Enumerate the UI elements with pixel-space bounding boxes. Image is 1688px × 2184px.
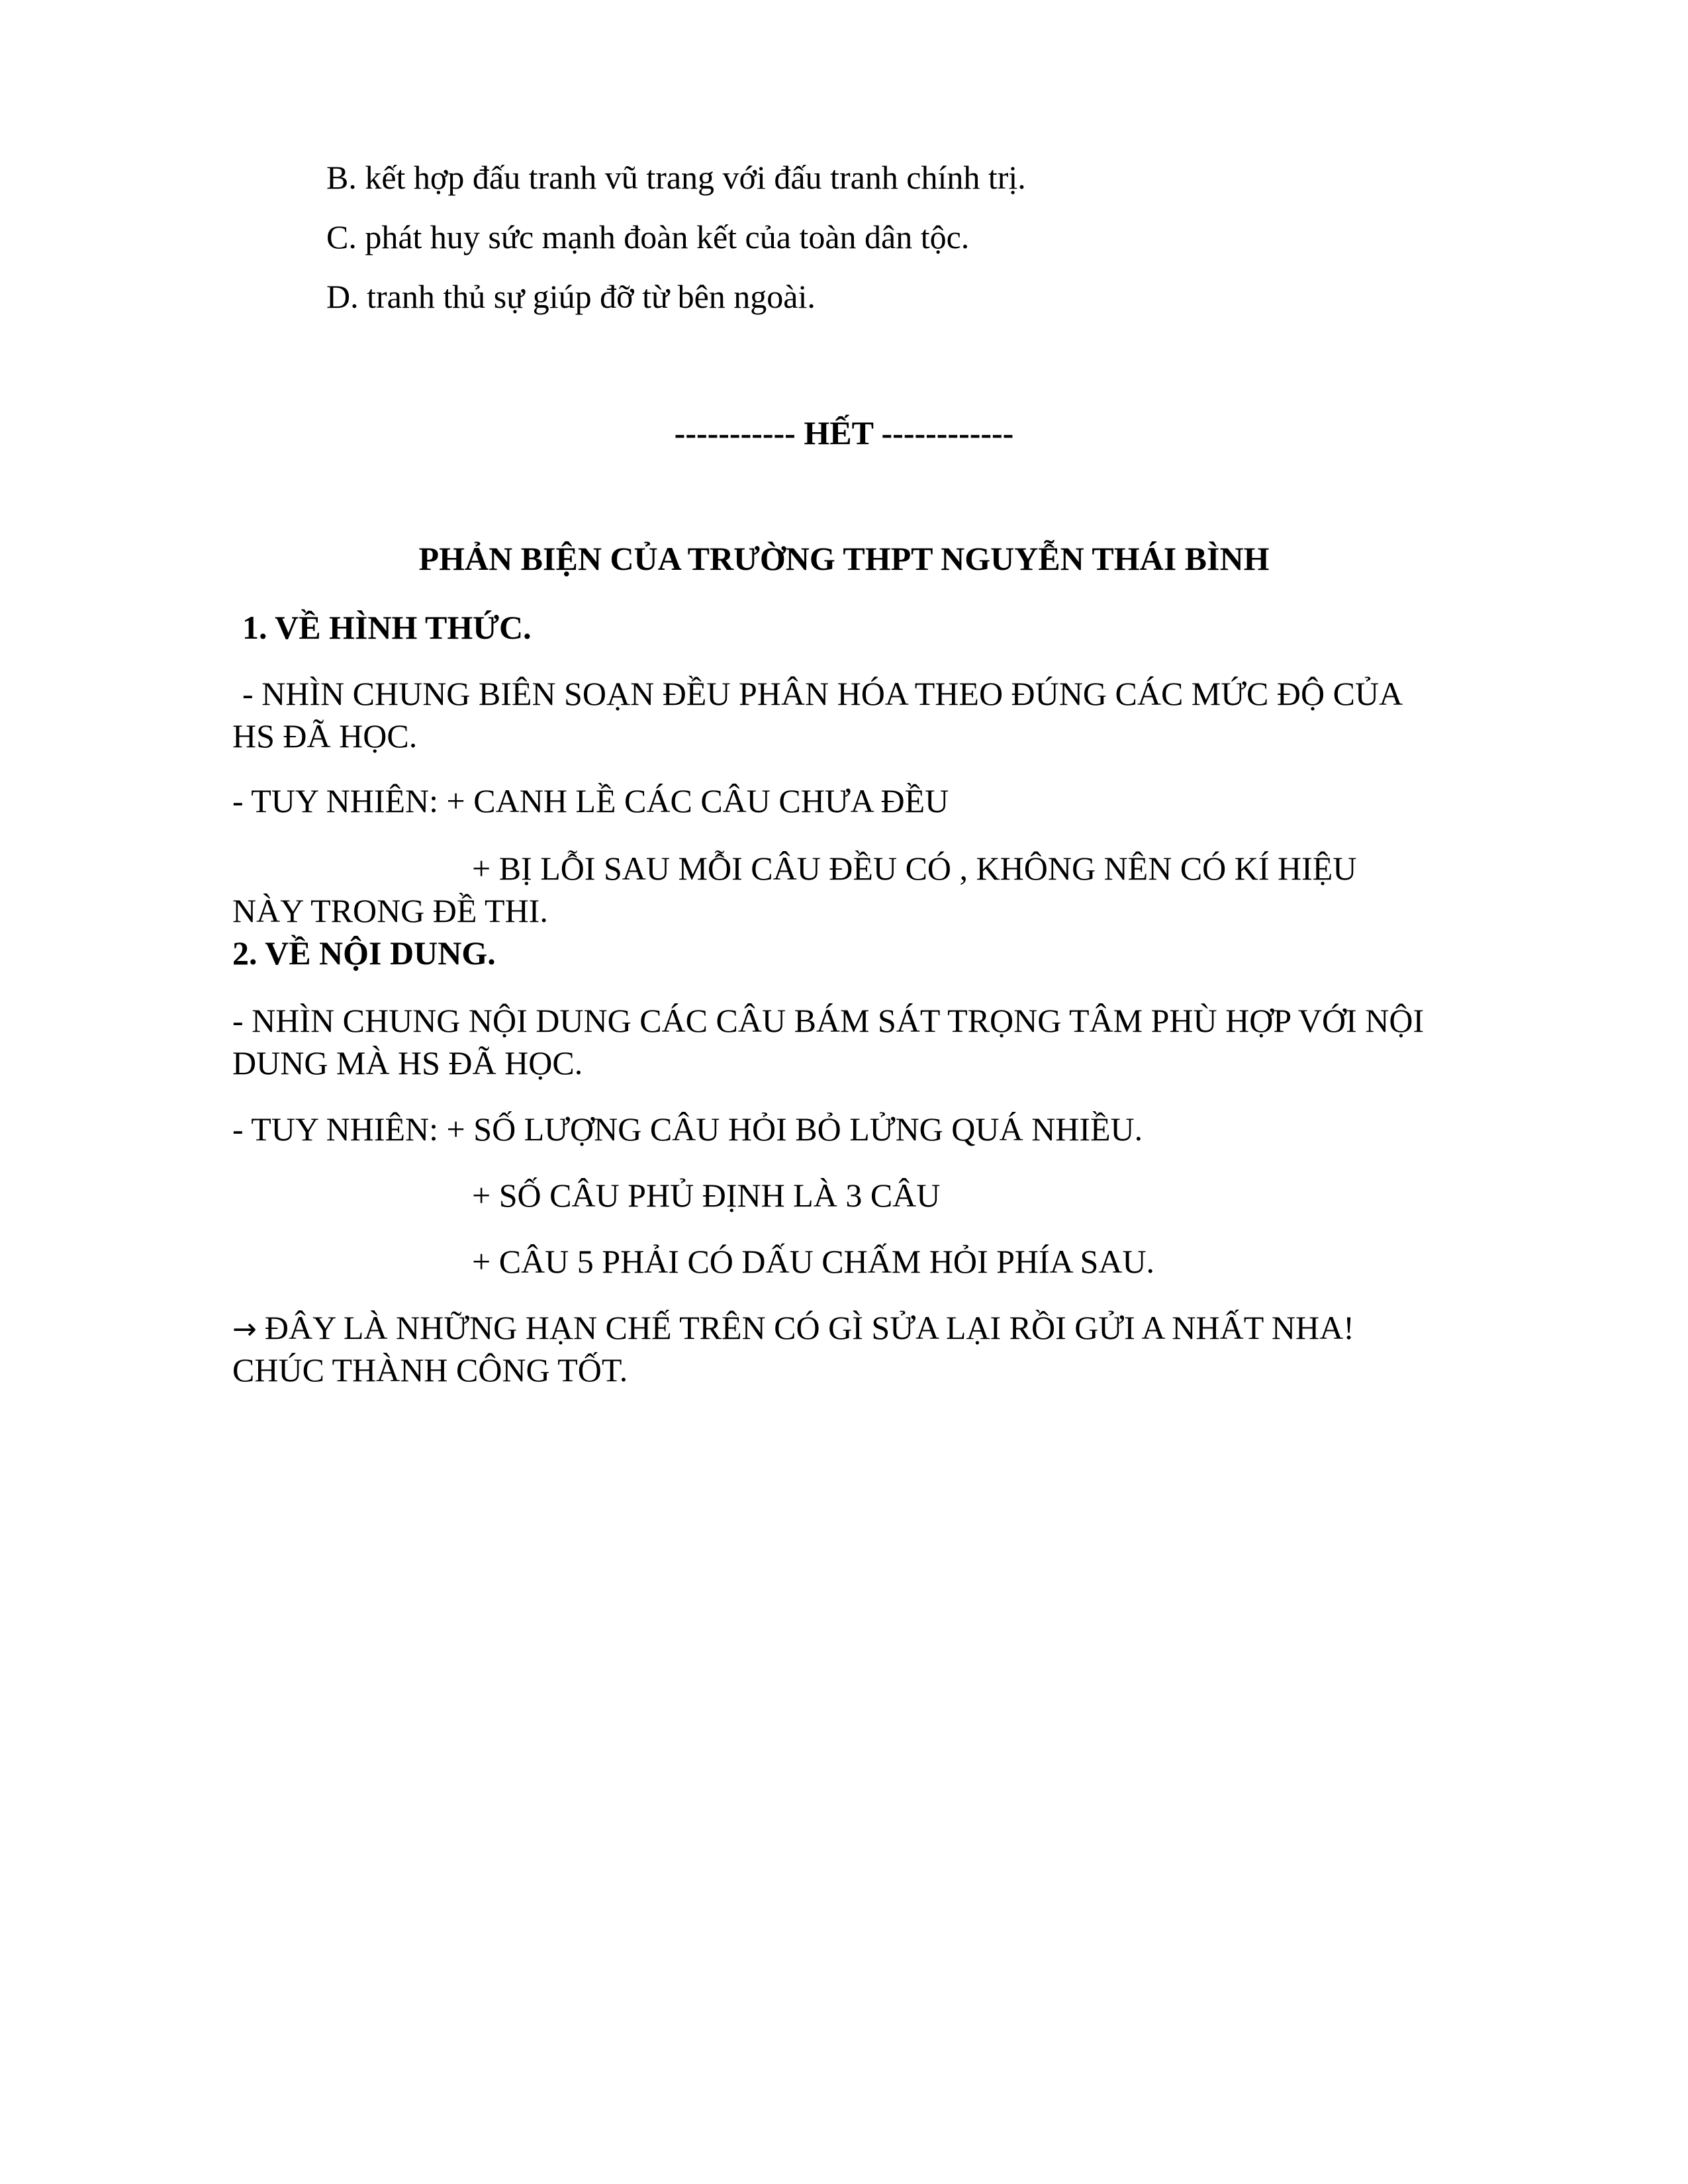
section1-line1: - NHÌN CHUNG BIÊN SOẠN ĐỀU PHÂN HÓA THEO ĐÚNG CÁC MỨC ĐỘ CỦA bbox=[242, 675, 1403, 712]
review-title: PHẢN BIỆN CỦA TRƯỜNG THPT NGUYỄN THÁI BÌNH bbox=[418, 540, 1270, 577]
arrow-right-icon: → bbox=[232, 1312, 257, 1346]
section1-item2-line2: NÀY TRONG ĐỀ THI. bbox=[232, 892, 548, 929]
conclusion-text: ĐÂY LÀ NHỮNG HẠN CHẾ TRÊN CÓ GÌ SỬA LẠI RỒI GỬI A NHẤT NHA! bbox=[264, 1309, 1354, 1346]
section2-item3: + CÂU 5 PHẢI CÓ DẤU CHẤM HỎI PHÍA SAU. bbox=[472, 1243, 1155, 1280]
option-d: D. tranh thủ sự giúp đỡ từ bên ngoài. bbox=[326, 278, 816, 315]
option-c: C. phát huy sức mạnh đoàn kết của toàn dân tộc. bbox=[326, 218, 970, 255]
conclusion-line1 bbox=[232, 1308, 1354, 1349]
conclusion-line2: CHÚC THÀNH CÔNG TỐT. bbox=[232, 1351, 628, 1388]
section2-item2: + SỐ CÂU PHỦ ĐỊNH LÀ 3 CÂU bbox=[472, 1177, 941, 1214]
section2-line2: DUNG MÀ HS ĐÃ HỌC. bbox=[232, 1044, 583, 1081]
section2-line1: - NHÌN CHUNG NỘI DUNG CÁC CÂU BÁM SÁT TRỌNG TÂM PHÙ HỢP VỚI NỘI bbox=[232, 1002, 1425, 1039]
section1-heading: 1. VỀ HÌNH THỨC. bbox=[242, 609, 532, 646]
section2-heading: 2. VỀ NỘI DUNG. bbox=[232, 934, 496, 972]
section1-line2: HS ĐÃ HỌC. bbox=[232, 717, 418, 754]
option-b: B. kết hợp đấu tranh vũ trang với đấu tranh chính trị. bbox=[326, 159, 1026, 196]
section2-however: - TUY NHIÊN: + SỐ LƯỢNG CÂU HỎI BỎ LỬNG QUÁ NHIỀU. bbox=[232, 1111, 1143, 1148]
section1-item2-line1: + BỊ LỖI SAU MỖI CÂU ĐỀU CÓ , KHÔNG NÊN CÓ KÍ HIỆU bbox=[472, 850, 1357, 887]
end-marker: ----------- HẾT ------------ bbox=[674, 414, 1014, 451]
section1-however: - TUY NHIÊN: + CANH LỀ CÁC CÂU CHƯA ĐỀU bbox=[232, 782, 949, 819]
